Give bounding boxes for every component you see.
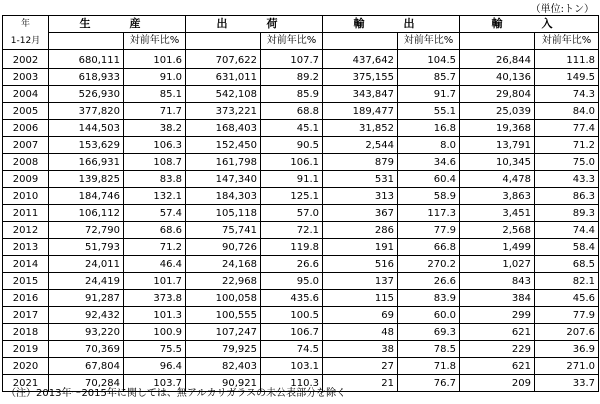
import-yoy-cell: 43.3 [535, 171, 599, 188]
table-row [3, 205, 599, 222]
shipment-group-header: 出 荷 [186, 16, 323, 33]
import-cell: 229 [460, 341, 535, 358]
production-yoy-header: 対前年比% [124, 33, 186, 50]
table-header [3, 16, 599, 50]
import-yoy-cell: 77.9 [535, 307, 599, 324]
import-yoy-cell: 111.8 [535, 50, 599, 69]
shipment-yoy-cell: 119.8 [261, 239, 323, 256]
year-cell: 2019 [3, 341, 49, 358]
import-cell: 13,791 [460, 137, 535, 154]
import-cell: 10,345 [460, 154, 535, 171]
year-cell: 2008 [3, 154, 49, 171]
import-group-header: 輸 入 [460, 16, 599, 33]
production-yoy-cell: 71.7 [124, 103, 186, 120]
shipment-cell: 373,221 [186, 103, 261, 120]
export-yoy-cell: 8.0 [398, 137, 460, 154]
production-cell: 91,287 [49, 290, 124, 307]
import-cell: 299 [460, 307, 535, 324]
production-yoy-cell: 75.5 [124, 341, 186, 358]
import-cell: 3,863 [460, 188, 535, 205]
import-cell: 843 [460, 273, 535, 290]
production-cell: 153,629 [49, 137, 124, 154]
import-yoy-cell: 36.9 [535, 341, 599, 358]
production-cell: 51,793 [49, 239, 124, 256]
import-yoy-cell: 207.6 [535, 324, 599, 341]
export-cell: 191 [323, 239, 398, 256]
export-yoy-cell: 91.7 [398, 86, 460, 103]
import-qty-header [460, 33, 535, 50]
year-header-label: 年 [3, 16, 49, 33]
shipment-yoy-cell: 72.1 [261, 222, 323, 239]
shipment-yoy-cell: 57.0 [261, 205, 323, 222]
import-cell: 26,844 [460, 50, 535, 69]
shipment-yoy-cell: 91.1 [261, 171, 323, 188]
production-yoy-cell: 71.2 [124, 239, 186, 256]
shipment-qty-header [186, 33, 261, 50]
year-cell: 2021 [3, 375, 49, 392]
import-cell: 19,368 [460, 120, 535, 137]
year-cell: 2003 [3, 69, 49, 86]
year-cell: 2012 [3, 222, 49, 239]
shipment-yoy-cell: 100.5 [261, 307, 323, 324]
import-cell: 1,027 [460, 256, 535, 273]
export-yoy-cell: 55.1 [398, 103, 460, 120]
export-yoy-cell: 60.0 [398, 307, 460, 324]
export-yoy-cell: 83.9 [398, 290, 460, 307]
table-row [3, 137, 599, 154]
export-cell: 516 [323, 256, 398, 273]
export-yoy-cell: 34.6 [398, 154, 460, 171]
statistics-table [2, 15, 599, 392]
export-cell: 2,544 [323, 137, 398, 154]
shipment-yoy-cell: 125.1 [261, 188, 323, 205]
footnote: （注）2013年～2015年に関しては、無アルカリガラスの未公表部分を除く [6, 388, 347, 399]
shipment-cell: 107,247 [186, 324, 261, 341]
production-yoy-cell: 91.0 [124, 69, 186, 86]
export-cell: 375,155 [323, 69, 398, 86]
import-cell: 209 [460, 375, 535, 392]
export-cell: 879 [323, 154, 398, 171]
shipment-yoy-cell: 110.3 [261, 375, 323, 392]
export-yoy-cell: 77.9 [398, 222, 460, 239]
table-row [3, 154, 599, 171]
import-yoy-cell: 271.0 [535, 358, 599, 375]
export-cell: 69 [323, 307, 398, 324]
production-yoy-cell: 103.7 [124, 375, 186, 392]
production-cell: 139,825 [49, 171, 124, 188]
import-cell: 25,039 [460, 103, 535, 120]
import-yoy-cell: 33.7 [535, 375, 599, 392]
year-cell: 2016 [3, 290, 49, 307]
import-yoy-cell: 68.5 [535, 256, 599, 273]
period-header-label: 1-12月 [3, 33, 49, 50]
table-row [3, 86, 599, 103]
export-cell: 313 [323, 188, 398, 205]
shipment-cell: 75,741 [186, 222, 261, 239]
production-cell: 67,804 [49, 358, 124, 375]
production-yoy-cell: 96.4 [124, 358, 186, 375]
shipment-cell: 542,108 [186, 86, 261, 103]
table-row [3, 188, 599, 205]
shipment-yoy-cell: 26.6 [261, 256, 323, 273]
export-yoy-cell: 71.8 [398, 358, 460, 375]
production-yoy-cell: 373.8 [124, 290, 186, 307]
table-row [3, 239, 599, 256]
shipment-yoy-cell: 85.9 [261, 86, 323, 103]
import-yoy-cell: 58.4 [535, 239, 599, 256]
production-yoy-cell: 100.9 [124, 324, 186, 341]
year-cell: 2020 [3, 358, 49, 375]
production-yoy-cell: 101.7 [124, 273, 186, 290]
production-yoy-cell: 57.4 [124, 205, 186, 222]
production-yoy-cell: 46.4 [124, 256, 186, 273]
shipment-cell: 100,058 [186, 290, 261, 307]
shipment-cell: 82,403 [186, 358, 261, 375]
table-row [3, 120, 599, 137]
shipment-yoy-cell: 103.1 [261, 358, 323, 375]
export-yoy-cell: 69.3 [398, 324, 460, 341]
export-yoy-cell: 76.7 [398, 375, 460, 392]
import-yoy-cell: 71.2 [535, 137, 599, 154]
year-cell: 2014 [3, 256, 49, 273]
import-yoy-cell: 149.5 [535, 69, 599, 86]
shipment-cell: 631,011 [186, 69, 261, 86]
export-yoy-cell: 78.5 [398, 341, 460, 358]
shipment-yoy-cell: 89.2 [261, 69, 323, 86]
production-cell: 166,931 [49, 154, 124, 171]
export-yoy-cell: 270.2 [398, 256, 460, 273]
export-yoy-cell: 16.8 [398, 120, 460, 137]
import-yoy-cell: 89.3 [535, 205, 599, 222]
production-cell: 93,220 [49, 324, 124, 341]
export-yoy-header: 対前年比% [398, 33, 460, 50]
production-cell: 184,746 [49, 188, 124, 205]
table-row [3, 103, 599, 120]
production-cell: 72,790 [49, 222, 124, 239]
table-row [3, 256, 599, 273]
shipment-yoy-cell: 68.8 [261, 103, 323, 120]
import-yoy-cell: 82.1 [535, 273, 599, 290]
shipment-yoy-cell: 95.0 [261, 273, 323, 290]
import-yoy-cell: 86.3 [535, 188, 599, 205]
table-row [3, 341, 599, 358]
table-body [3, 50, 599, 392]
shipment-yoy-cell: 106.1 [261, 154, 323, 171]
export-cell: 137 [323, 273, 398, 290]
shipment-yoy-cell: 435.6 [261, 290, 323, 307]
shipment-cell: 152,450 [186, 137, 261, 154]
export-cell: 189,477 [323, 103, 398, 120]
import-cell: 40,136 [460, 69, 535, 86]
import-cell: 3,451 [460, 205, 535, 222]
year-cell: 2011 [3, 205, 49, 222]
export-cell: 48 [323, 324, 398, 341]
shipment-cell: 90,921 [186, 375, 261, 392]
production-cell: 377,820 [49, 103, 124, 120]
year-cell: 2017 [3, 307, 49, 324]
shipment-cell: 147,340 [186, 171, 261, 188]
table-row [3, 171, 599, 188]
shipment-yoy-cell: 45.1 [261, 120, 323, 137]
shipment-cell: 707,622 [186, 50, 261, 69]
table-row [3, 69, 599, 86]
shipment-cell: 100,555 [186, 307, 261, 324]
import-cell: 4,478 [460, 171, 535, 188]
production-cell: 144,503 [49, 120, 124, 137]
export-qty-header [323, 33, 398, 50]
production-cell: 24,011 [49, 256, 124, 273]
shipment-yoy-cell: 90.5 [261, 137, 323, 154]
production-yoy-cell: 68.6 [124, 222, 186, 239]
year-cell: 2010 [3, 188, 49, 205]
shipment-cell: 24,168 [186, 256, 261, 273]
import-cell: 384 [460, 290, 535, 307]
header-row-groups [3, 16, 599, 33]
export-cell: 115 [323, 290, 398, 307]
shipment-cell: 90,726 [186, 239, 261, 256]
production-cell: 70,284 [49, 375, 124, 392]
table-row [3, 358, 599, 375]
export-cell: 367 [323, 205, 398, 222]
year-cell: 2018 [3, 324, 49, 341]
unit-note: （単位:トン） [530, 4, 594, 15]
shipment-cell: 22,968 [186, 273, 261, 290]
export-cell: 31,852 [323, 120, 398, 137]
production-yoy-cell: 101.3 [124, 307, 186, 324]
export-cell: 531 [323, 171, 398, 188]
table-row [3, 273, 599, 290]
production-cell: 618,933 [49, 69, 124, 86]
shipment-cell: 161,798 [186, 154, 261, 171]
production-cell: 70,369 [49, 341, 124, 358]
year-cell: 2007 [3, 137, 49, 154]
table-row [3, 222, 599, 239]
production-cell: 24,419 [49, 273, 124, 290]
table-row [3, 324, 599, 341]
export-group-header: 輸 出 [323, 16, 460, 33]
production-yoy-cell: 101.6 [124, 50, 186, 69]
import-yoy-header: 対前年比% [535, 33, 599, 50]
import-yoy-cell: 77.4 [535, 120, 599, 137]
export-cell: 27 [323, 358, 398, 375]
import-yoy-cell: 74.3 [535, 86, 599, 103]
import-cell: 1,499 [460, 239, 535, 256]
table-row [3, 307, 599, 324]
year-cell: 2015 [3, 273, 49, 290]
table-row [3, 290, 599, 307]
year-cell: 2006 [3, 120, 49, 137]
shipment-yoy-cell: 74.5 [261, 341, 323, 358]
export-cell: 343,847 [323, 86, 398, 103]
production-group-header: 生 産 [49, 16, 186, 33]
shipment-cell: 184,303 [186, 188, 261, 205]
year-cell: 2013 [3, 239, 49, 256]
export-cell: 21 [323, 375, 398, 392]
export-yoy-cell: 60.4 [398, 171, 460, 188]
year-cell: 2005 [3, 103, 49, 120]
shipment-cell: 79,925 [186, 341, 261, 358]
export-yoy-cell: 66.8 [398, 239, 460, 256]
export-yoy-cell: 58.9 [398, 188, 460, 205]
export-yoy-cell: 104.5 [398, 50, 460, 69]
production-cell: 92,432 [49, 307, 124, 324]
header-row-sub [3, 33, 599, 50]
shipment-yoy-cell: 107.7 [261, 50, 323, 69]
shipment-yoy-cell: 106.7 [261, 324, 323, 341]
production-cell: 526,930 [49, 86, 124, 103]
production-yoy-cell: 132.1 [124, 188, 186, 205]
import-yoy-cell: 75.0 [535, 154, 599, 171]
export-cell: 286 [323, 222, 398, 239]
export-yoy-cell: 117.3 [398, 205, 460, 222]
import-cell: 621 [460, 358, 535, 375]
year-cell: 2004 [3, 86, 49, 103]
table-row [3, 50, 599, 69]
import-yoy-cell: 74.4 [535, 222, 599, 239]
production-yoy-cell: 106.3 [124, 137, 186, 154]
export-yoy-cell: 85.7 [398, 69, 460, 86]
import-yoy-cell: 84.0 [535, 103, 599, 120]
import-cell: 29,804 [460, 86, 535, 103]
shipment-yoy-header: 対前年比% [261, 33, 323, 50]
year-cell: 2002 [3, 50, 49, 69]
export-cell: 437,642 [323, 50, 398, 69]
import-cell: 2,568 [460, 222, 535, 239]
production-cell: 680,111 [49, 50, 124, 69]
export-cell: 38 [323, 341, 398, 358]
shipment-cell: 168,403 [186, 120, 261, 137]
production-cell: 106,112 [49, 205, 124, 222]
production-yoy-cell: 108.7 [124, 154, 186, 171]
production-yoy-cell: 83.8 [124, 171, 186, 188]
import-yoy-cell: 45.6 [535, 290, 599, 307]
production-yoy-cell: 38.2 [124, 120, 186, 137]
export-yoy-cell: 26.6 [398, 273, 460, 290]
shipment-cell: 105,118 [186, 205, 261, 222]
import-cell: 621 [460, 324, 535, 341]
production-yoy-cell: 85.1 [124, 86, 186, 103]
year-cell: 2009 [3, 171, 49, 188]
production-qty-header [49, 33, 124, 50]
